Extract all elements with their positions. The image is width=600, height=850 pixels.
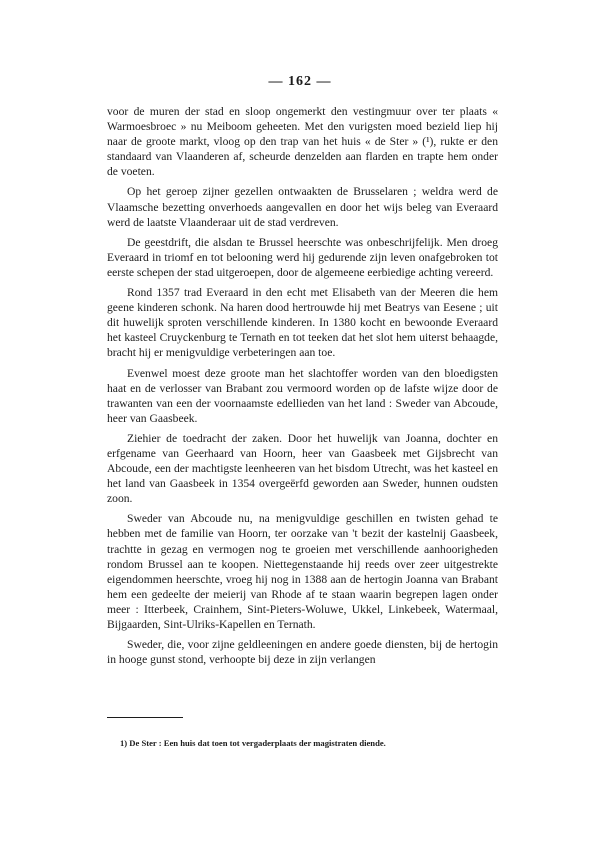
paragraph: De geestdrift, die alsdan te Brussel heerschte was onbeschrijfelijk. Men droeg Everaard in triomf en tot belooning werd hij gedurende zijn leven onafgebroken tot eerste schepen der stad uitgeroepen, door de algemeene eerbiedige achting vereerd. (107, 235, 498, 279)
paragraph: Sweder, die, voor zijne geldleeningen en andere goede diensten, bij de hertogin in hooge gunst stond, verhoopte bij deze in zijn verlangen (107, 638, 498, 667)
paragraph: Rond 1357 trad Everaard in den echt met Elisabeth van der Meeren die hem geene kinderen schonk. Na haren dood hertrouwde hij met Beatrys van Eesene ; uit dit huwelijk sproten verschillende kinderen. In 1380 kocht en bewoonde Everaard het kasteel Cruyckenburg te Ternath en tot teeken dat het slot hem uiterst behaagde, bracht hij er menigvuldige verbeteringen aan toe. (107, 286, 498, 360)
paragraph: Evenwel moest deze groote man het slachtoffer worden van den bloedigsten haat en de verlosser van Brabant zou vermoord worden op de lafste wijze door de trawanten van een der voornaamste edellieden van het land : Sweder van Abcoude, heer van Gaasbeek. (107, 366, 498, 425)
paragraph: Sweder van Abcoude nu, na menigvuldige geschillen en twisten gehad te hebben met de familie van Hoorn, ter oorzake van 't bezit der kastelnij Gaasbeek, trachtte in gezag en vermogen nog te groeien met verschillende aanhoorigheden rondom Brussel aan te koopen. Niettegenstaande hij reeds over zeer uitgestrekte eigendommen heerschte, vroeg hij nog in 1388 aan de hertogin Joanna van Brabant hem een gedeelte der meierij van Rhode af te staan waarin begrepen lagen onder meer : Itterbeek, Crainhem, Sint-Pieters-Woluwe, Ukkel, Linkebeek, Watermaal, Bijgaarden, Sint-Ulriks-Kapellen en Ternath. (107, 512, 498, 631)
body-text (107, 104, 498, 672)
page-number: — 162 — (268, 74, 332, 89)
footnote-divider (107, 717, 183, 718)
footnote: 1) De Ster : Een huis dat toen tot vergaderplaats der magistraten diende. (120, 738, 386, 748)
paragraph: Op het geroep zijner gezellen ontwaakten de Brusselaren ; weldra werd de Vlaamsche bezetting onverhoeds aangevallen en door het wijs beleg van Everaard werd de laatste Vlaanderaar uit de stad verdreven. (107, 185, 498, 229)
paragraph: voor de muren der stad en sloop ongemerkt den vestingmuur over ter plaats « Warmoesbroec » nu Meiboom geheeten. Met den vurigsten moed bezield liep hij naar de groote markt, vloog op den trap van het huis « de Ster » (¹), rukte er den standaard van Vlaanderen af, scheurde denzelden aan flarden en trapte hem onder de voeten. (107, 105, 498, 179)
paragraph: Ziehier de toedracht der zaken. Door het huwelijk van Joanna, dochter en erfgename van Geerhaard van Hoorn, heer van Gaasbeek met Gijsbrecht van Abcoude, een der machtigste leenheeren van het bisdom Utrecht, was het kasteel en het land van Gaasbeek in 1354 overgeërfd geworden aan Sweder, hunnen oudsten zoon. (107, 431, 498, 506)
